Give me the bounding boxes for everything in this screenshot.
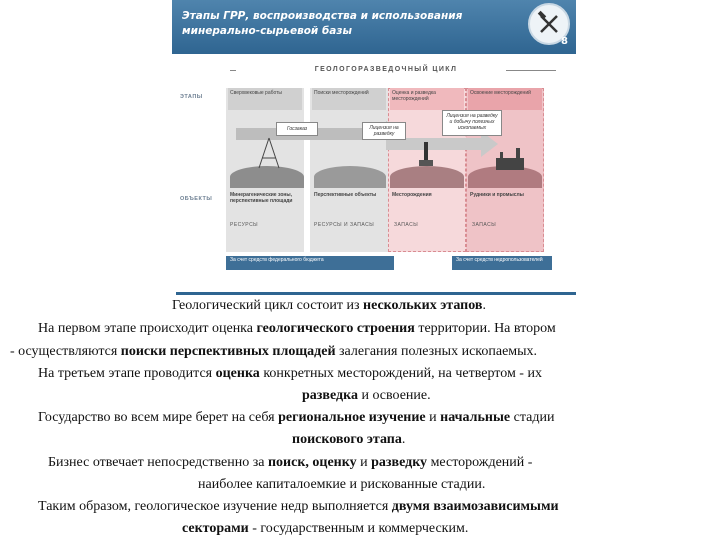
text-line xyxy=(172,298,486,314)
text-span: месторождений - xyxy=(427,455,533,470)
divider xyxy=(506,70,556,71)
text-bold: разведка xyxy=(302,388,358,403)
drill-rig-icon xyxy=(416,140,436,168)
text-line xyxy=(10,344,537,360)
text-span: стадии xyxy=(510,410,555,425)
text-bold: региональное изучение xyxy=(278,410,426,425)
factory-icon xyxy=(494,148,530,170)
text-line xyxy=(38,321,556,337)
text-span: . xyxy=(482,298,486,313)
text-span: . xyxy=(401,432,406,447)
hill-illustration xyxy=(390,166,464,188)
text-line xyxy=(38,366,542,382)
divider xyxy=(176,292,576,295)
object-2: Перспективные объекты xyxy=(314,192,377,198)
text-line xyxy=(38,499,559,515)
text-span: Государство во всем мире берет на себя xyxy=(38,410,279,425)
object-1: Минерагенические зоны, перспективные площади xyxy=(230,192,293,204)
text-line xyxy=(302,388,431,404)
text-line xyxy=(38,410,554,426)
geology-cycle-diagram xyxy=(176,58,572,288)
resource-label-2: РЕСУРСЫ И ЗАПАСЫ xyxy=(314,222,375,228)
text-bold: геологического строения xyxy=(256,321,415,336)
text-bold: двумя взаимозависимыми xyxy=(391,499,559,514)
text-span: и освоение. xyxy=(357,388,431,403)
note-license-production: Лицензия на разведку и добычу полезных ископаемых xyxy=(442,110,502,136)
text-bold: начальные xyxy=(440,410,511,425)
text-line xyxy=(292,432,405,448)
private-funding-bar: За счет средств недропользователей xyxy=(452,256,552,270)
hill-illustration xyxy=(314,166,386,188)
banner-title-line2: минерально-сырьевой базы xyxy=(182,25,352,37)
text-bold: разведку xyxy=(371,455,428,470)
text-bold: нескольких этапов xyxy=(363,298,483,313)
text-line xyxy=(182,521,468,537)
survey-tower-icon xyxy=(254,136,284,170)
text-line xyxy=(198,477,485,493)
object-4: Рудники и промыслы xyxy=(470,192,524,198)
slide-number: 8 xyxy=(561,36,568,47)
text-span: - государственным и коммерческим. xyxy=(248,521,469,536)
text-line xyxy=(48,455,532,471)
banner-title xyxy=(182,9,502,39)
banner-title-line1: Этапы ГРР, воспроизводства и использования xyxy=(182,10,463,22)
resource-label-1: РЕСУРСЫ xyxy=(230,222,259,228)
text-bold: секторами xyxy=(182,521,249,536)
text-span: конкретных месторождений, на четвертом - их xyxy=(259,366,542,381)
resource-label-4: ЗАПАСЫ xyxy=(472,222,497,228)
text-span: территории. На втором xyxy=(414,321,556,336)
text-span: и xyxy=(356,455,372,470)
cycle-title: ГЕОЛОГОРАЗВЕДОЧНЫЙ ЦИКЛ xyxy=(314,66,458,73)
object-3: Месторождения xyxy=(392,192,432,198)
stage-3: Оценка и разведка месторождений xyxy=(390,88,464,110)
text-bold: поискового этапа xyxy=(292,432,402,447)
resource-label-3: ЗАПАСЫ xyxy=(394,222,419,228)
text-span: наиболее капиталоемкие и рискованные стадии. xyxy=(198,477,486,492)
text-span: Таким образом, геологическое изучение недр выполняется xyxy=(38,499,392,514)
text-span: Бизнес отвечает непосредственно за xyxy=(48,455,268,470)
text-span: Геологический цикл состоит из xyxy=(172,298,363,313)
federal-funding-bar: За счет средств федерального бюджета xyxy=(226,256,394,270)
text-span: и xyxy=(425,410,441,425)
text-span: На первом этапе происходит оценка xyxy=(38,321,257,336)
objects-label: ОБЪЕКТЫ xyxy=(180,196,213,202)
slide-banner xyxy=(172,0,576,54)
text-bold: поиски перспективных площадей xyxy=(120,344,336,359)
text-span: На третьем этапе проводится xyxy=(38,366,216,381)
stage-1: Сверхвековые работы xyxy=(228,88,302,110)
text-span: залегания полезных ископаемых. xyxy=(335,344,538,359)
stage-4: Освоение месторождений xyxy=(468,88,542,110)
note-goszakaz: Госзаказ xyxy=(276,122,318,136)
stage-2: Поиски месторождений xyxy=(312,88,386,110)
text-bold: поиск, оценку xyxy=(267,455,357,470)
text-bold: оценка xyxy=(215,366,260,381)
text-span: - осуществляются xyxy=(10,344,121,359)
note-license-exploration: Лицензия на разведку xyxy=(362,122,406,140)
stages-label: ЭТАПЫ xyxy=(180,94,203,100)
